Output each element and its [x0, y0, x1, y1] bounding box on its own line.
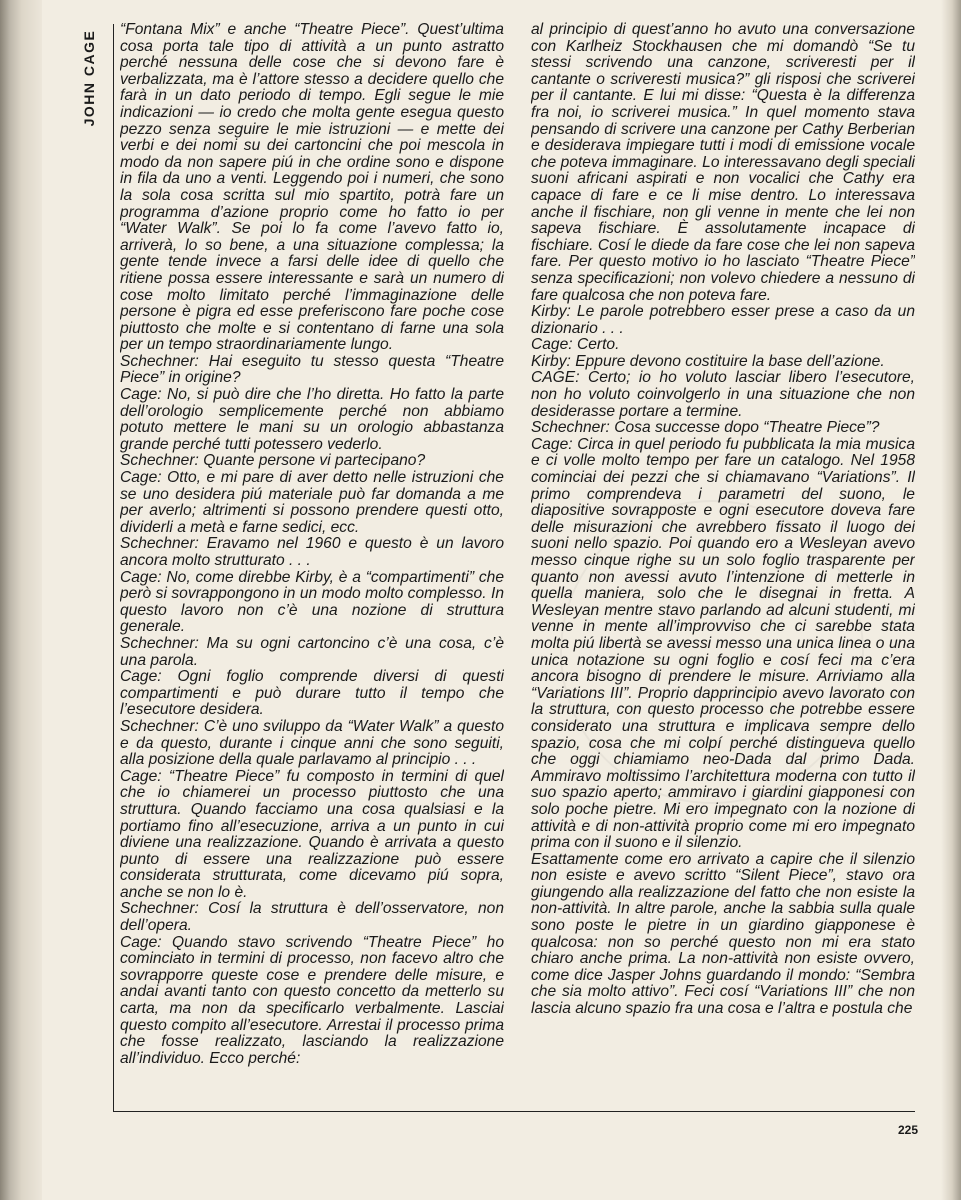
paragraph: Cage: Circa in quel periodo fu pubblicata la mia musica e ci volle molto tempo per fare un catalogo. Nel 1958 cominciai dei pezzi che si chiamavano “Variations”. Il primo comprendeva i parametri del suono, le diapositive sovrapposte e ogni esecutore doveva fare delle misurazioni che avrebbero fissato il luogo dei suoni nello spazio. Poi quando ero a Wesleyan avevo messo cinque righe su un solo foglio trasparente per quanto non avessi avuto l’intenzione di metterle in quella maniera, solo che le disegnai in fretta. A Wesleyan mentre stavo parlando ad alcuni studenti, mi venne in mente all’improvviso che ci sarebbe stata molta piú libertà se avessi messo una unica linea o una unica notazione su ogni foglio e cosí feci ma c’era ancora bisogno di prendere le misure. Arriviamo alla “Variations III”. Proprio dapprincipio avevo lavorato con la struttura, con questo processo che potrebbe essere considerato una struttura e implicava sempre dello spazio, cosa che mi colpí perché distingueva quello che oggi chiamiamo neo-Dada dal primo Dada. Ammiravo moltissimo l’architettura moderna con tutto il suo spazio aperto; ammiravo i giardini giapponesi con solo poche pietre. Mi ero impegnato con la nozione di attività e di non-attività proprio come mi ero impegnato prima con il suono e il silenzio.: [531, 435, 915, 852]
paragraph: Cage: No, come direbbe Kirby, è a “compartimenti” che però si sovrappongono in un modo molto complesso. In questo lavoro non c’è una nozione di struttura generale.: [120, 568, 504, 636]
paragraph: Cage: Ogni foglio comprende diversi di questi compartimenti e può durare tutto il tempo che l’esecutore desidera.: [120, 668, 504, 719]
page-edge: [941, 0, 961, 1200]
paragraph: Esattamente come ero arrivato a capire che il silenzio non esiste e avevo scritto “Silent Piece”, stavo ora giungendo alla realizzazione del fatto che non esiste la non-attività. In altre parole, anche la sabbia sulla quale sono poste le pietre in un giardino giapponese è qualcosa: non so perché questo non mi era stato chiaro anche prima. La non-attività non esiste ovvero, come dice Jasper Johns guardando il mondo: “Sembra che sia molto attivo”. Feci cosí “Variations III” che non lascia alcuno spazio fra una cosa e l’altra e postula che: [531, 850, 915, 1018]
paragraph: Schechner: Cosí la struttura è dell’osservatore, non dell’opera.: [120, 900, 504, 935]
paragraph: Schechner: Quante persone vi partecipano?: [120, 452, 426, 470]
paragraph: Schechner: Hai eseguito tu stesso questa “Theatre Piece” in origine?: [120, 352, 504, 387]
running-head-text: JOHN CAGE: [81, 29, 97, 127]
page-number: 225: [897, 1123, 918, 1137]
text-column-right: [531, 22, 915, 1112]
paragraph: Schechner: Eravamo nel 1960 e questo è un lavoro ancora molto strutturato . . .: [120, 535, 504, 569]
running-head: [72, 28, 102, 138]
paragraph: Schechner: Ma su ogni cartoncino c’è una cosa, c’è una parola.: [120, 634, 504, 669]
paragraph: Cage: Quando stavo scrivendo “Theatre Piece” ho cominciato in termini di processo, non facevo altro che sovrapporre queste cose e prendere delle misure, e andai avanti tanto con questo concetto da metterlo su carta, ma non da specificarlo verbalmente. Lasciai questo compito all’esecutore. Arrestai il processo prima che fosse realizzato, lasciando la realizzazione all’individuo. Ecco perché:: [120, 933, 504, 1067]
paragraph: Cage: Certo.: [531, 336, 620, 354]
paragraph: Cage: “Theatre Piece” fu composto in termini di quel che io chiamerei un processo piuttosto che una struttura. Quando facciamo una cosa qualsiasi e la portiamo fino all’esecuzione, arriva a un punto in cui diviene una realizzazione. Quando è arrivata a questo punto di essere una realizzazione può essere considerata strutturata, come dicevamo piú sopra, anche se non lo è.: [120, 767, 504, 901]
paragraph: al principio di quest’anno ho avuto una conversazione con Karlheiz Stockhausen che mi domandò “Se tu stessi scrivendo una canzone, scriveresti per il cantante o scriveresti musica?” gli risposi che scriverei per il cantante. E lui mi disse: “Questa è la differenza fra noi, io scriverei musica.” In quel momento stava pensando di scrivere una canzone per Cathy Berberian e desiderava impiegare tutti i modi di emissione vocale che poteva immaginare. Lo interessavano degli speciali suoni africani aspirati e non vocalici che Cathy era capace di fare e ce li mise dentro. Lo interessava anche il fischiare, non gli venne in mente che lei non sapeva fischiare. È assolutamente incapace di fischiare. Cosí le diede da fare cose che lei non sapeva fare. Per questo motivo io ho lasciato “Theatre Piece” senza specificazioni; non volevo chiedere a nessuno di fare qualcosa che non poteva fare.: [531, 22, 915, 304]
paragraph: Schechner: Cosa successe dopo “Theatre Piece”?: [531, 419, 880, 437]
paragraph: Schechner: C’è uno sviluppo da “Water Walk” a questo e da questo, durante i cinque anni che sono seguiti, alla posizione della quale parlavamo al principio . . .: [120, 717, 504, 769]
bottom-rule: [113, 1111, 915, 1112]
column-rule: [113, 24, 114, 1111]
text-column-left: [120, 22, 504, 1112]
paragraph: Cage: Otto, e mi pare di aver detto nelle istruzioni che se uno desidera piú materiale può far domanda a me per averlo; altrimenti si possono prendere questi otto, dividerli a metà e farne sedici, ecc.: [120, 469, 504, 536]
paragraph: “Fontana Mix” e anche “Theatre Piece”. Quest’ultima cosa porta tale tipo di attività a un punto astratto perché nessuna delle cose che si devono fare è verbalizzata, ma è l’attore stesso a decidere quello che farà in un dato periodo di tempo. Egli segue le mie indicazioni — io credo che molta gente esegua questo pezzo senza seguire le mie istruzioni — e mette dei verbi e dei nomi su dei cartoncini che poi mescola in modo da non sapere piú in che ordine sono e dispone in fila da uno a venti. Leggendo poi i numeri, che sono la sola cosa scritta sul mio spartito, potrà fare un programma d’azione proprio come ho fatto io per “Water Walk”. Se poi lo fa come l’avevo fatto io, arriverà, lo so bene, a una situazione complessa; la gente tende invece a farsi delle idee di quello che ritiene possa essere interessante e sarà un numero di cose molto limitato perché l’immaginazione delle persone è pigra ed esse preferiscono fare poche cose piuttosto che molte e si contentano di farne una sola per un tempo straordinariamente lungo.: [120, 22, 504, 354]
paragraph: CAGE: Certo; io ho voluto lasciar libero l’esecutore, non ho voluto coinvolgerlo in una situazione che non desiderasse portare a termine.: [531, 369, 915, 420]
paragraph: Cage: No, si può dire che l’ho diretta. Ho fatto la parte dell’orologio semplicemente perché non abbiamo potuto mettere le mani su un orologio abbastanza grande perché tutti potessero vederlo.: [120, 386, 504, 453]
binding-gutter: [0, 0, 42, 1200]
paragraph: Kirby: Eppure devono costituire la base dell’azione.: [531, 352, 885, 370]
paragraph: Kirby: Le parole potrebbero esser prese a caso da un dizionario . . .: [531, 303, 915, 337]
